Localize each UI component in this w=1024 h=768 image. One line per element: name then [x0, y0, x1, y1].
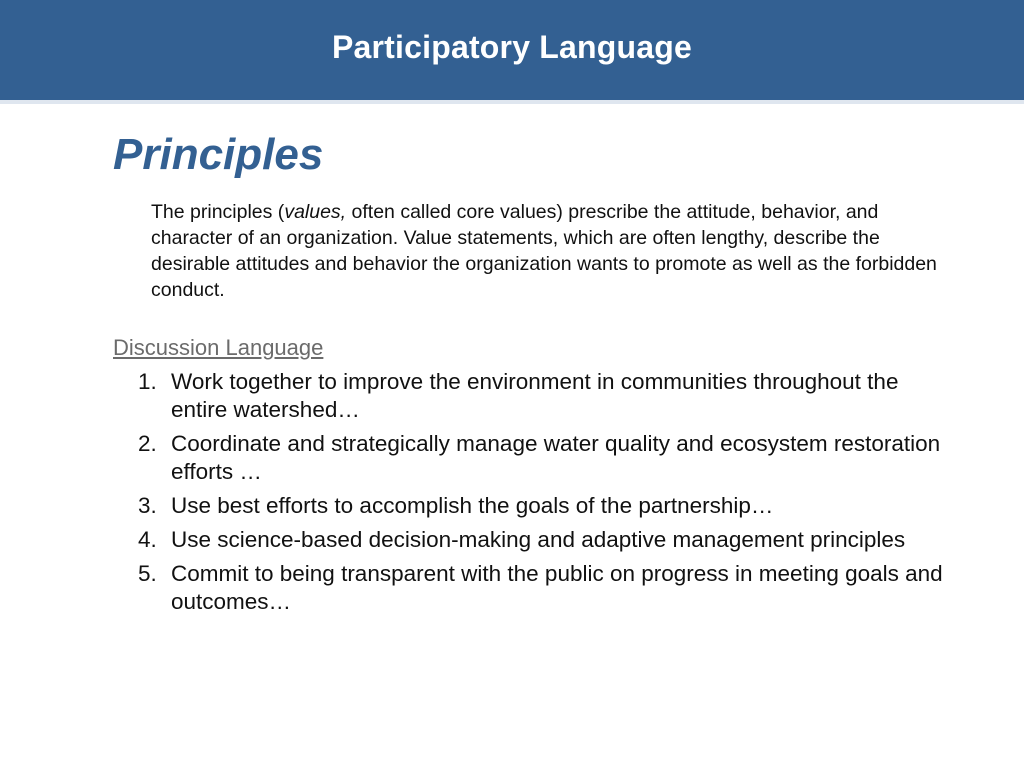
list-item-number: 4.: [138, 527, 157, 552]
principles-definition: [151, 199, 961, 303]
definition-italic-term: values,: [284, 201, 347, 223]
list-item: [138, 492, 958, 520]
list-item: [138, 368, 958, 424]
list-item-text: Commit to being transparent with the public on progress in meeting goals and outcomes…: [171, 561, 943, 614]
definition-text-rest: often called core values) prescribe the attitude, behavior, and character of an organization. Value statements, which are often lengthy, describe the desirable attitudes and behavior the organization wants to promote as well as the forbidden conduct.: [151, 201, 937, 301]
list-item-number: 5.: [138, 561, 157, 586]
definition-text-start: The principles (: [151, 201, 285, 223]
section-heading: Principles: [113, 130, 324, 179]
list-item-text: Use science-based decision-making and adaptive management principles: [171, 527, 906, 552]
discussion-list: [138, 368, 958, 622]
list-item-text: Coordinate and strategically manage water quality and ecosystem restoration efforts …: [171, 431, 941, 484]
list-item: [138, 430, 958, 486]
list-item-number: 3.: [138, 493, 157, 518]
list-item-number: 1.: [138, 369, 157, 394]
list-item: [138, 560, 958, 616]
slide-title: Participatory Language: [331, 29, 693, 65]
title-bar: [0, 0, 1024, 104]
list-item-text: Use best efforts to accomplish the goals of the partnership…: [171, 493, 774, 518]
list-item-text: Work together to improve the environment in communities throughout the entire watershed…: [171, 369, 899, 422]
discussion-language-link[interactable]: Discussion Language: [113, 335, 324, 360]
list-item: [138, 526, 958, 554]
list-item-number: 2.: [138, 431, 157, 456]
